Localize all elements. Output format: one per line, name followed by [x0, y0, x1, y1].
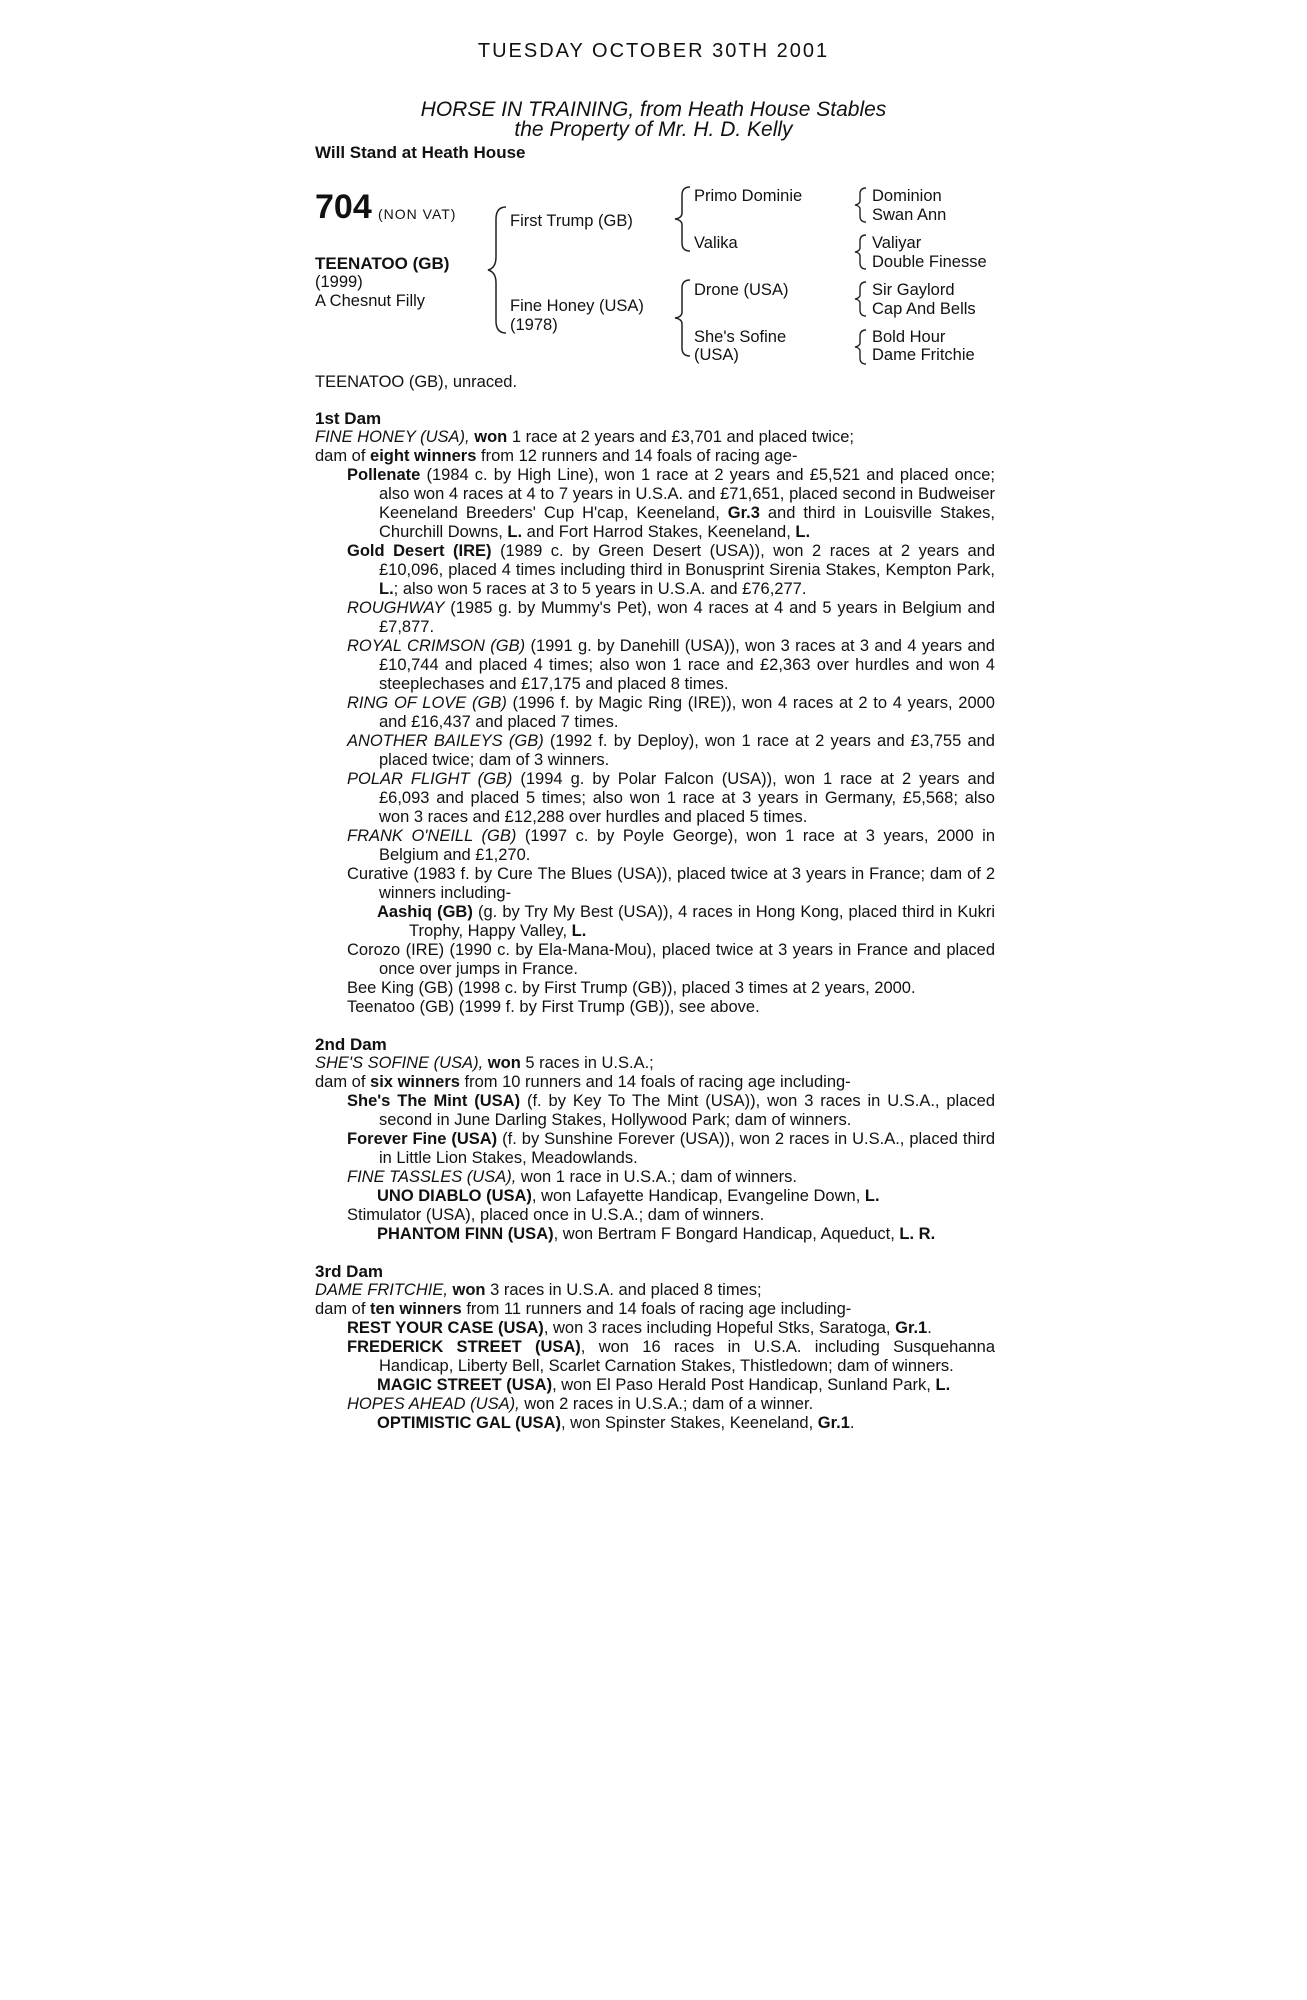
entry-horse-name: ANOTHER BAILEYS (GB) — [347, 732, 544, 750]
entry-horse-name: Gold Desert (IRE) — [347, 542, 492, 560]
pedigree-ssd: Swan Ann — [872, 206, 947, 224]
dam1-produce — [315, 447, 995, 466]
section-heading-3rd-dam: 3rd Dam — [315, 1262, 384, 1281]
entry-text: (1994 g. by Polar Falcon (USA)), won 1 race at 2 years and £6,093 and placed 5 times; also won 1 race at 3 years in Germany, £5,568; also won 3 races and £12,288 over hurdles and placed 5 times. — [379, 770, 995, 826]
foaling-year: (1999) — [315, 273, 363, 291]
section-gap — [315, 1017, 995, 1035]
pedigree-dds: Bold Hour — [872, 328, 946, 346]
entry-text: (1992 f. by Deploy), won 1 race at 2 years and £3,755 and placed twice; dam of 3 winners. — [379, 732, 995, 769]
entry-text: (f. by Sunshine Forever (USA)), won 2 races in U.S.A., placed third in Little Lion Stakes, Meadowlands. — [379, 1130, 996, 1167]
pedigree-dam: Fine Honey (USA) — [510, 297, 644, 315]
entry-horse-name: MAGIC STREET (USA) — [377, 1376, 553, 1394]
grade-badge: Gr.1 — [817, 1414, 850, 1432]
entry-horse-name: Forever Fine (USA) — [347, 1130, 498, 1148]
entry-text: and third in Louisville Stakes, Churchill Downs, — [379, 504, 996, 541]
entry-horse-name: Aashiq (GB) — [377, 903, 473, 921]
pedigree-brace-dam — [672, 278, 692, 358]
pedigree-sdd: Double Finesse — [872, 253, 987, 271]
entry-text: (1985 g. by Mummy's Pet), won 4 races at 4 and 5 years in Belgium and £7,877. — [379, 599, 995, 636]
pedigree-dsd: Cap And Bells — [872, 300, 976, 318]
sale-date: TUESDAY OCTOBER 30TH 2001 — [477, 40, 830, 62]
section-gap — [315, 1244, 995, 1262]
dam3-won: won — [452, 1281, 486, 1299]
entry-text: Curative (1983 f. by Cure The Blues (USA)), placed twice at 3 years in France; dam of 2 winners including- — [347, 865, 995, 902]
dam2-summary — [315, 1054, 995, 1073]
dam1-dam-of: dam of — [315, 447, 366, 465]
entry-text: (1989 c. by Green Desert (USA)), won 2 races at 2 years and £10,096, placed 4 times including third in Bonusprint Sirenia Stakes, Kempton Park, — [379, 542, 996, 579]
listed-badge: L. — [935, 1376, 951, 1394]
pedigree-dam-dam-line2: (USA) — [694, 346, 739, 364]
listed-badge: L. — [379, 580, 394, 598]
entry-horse-name: UNO DIABLO (USA) — [377, 1187, 532, 1205]
dam3-subentry — [315, 1376, 995, 1395]
pedigree-dam-sire: Drone (USA) — [694, 281, 789, 299]
entry-text: , won El Paso Herald Post Handicap, Sunland Park, — [552, 1376, 931, 1394]
grade-badge: Gr.1 — [895, 1319, 928, 1337]
produce-record — [315, 409, 995, 1433]
dam2-entry — [315, 1168, 995, 1187]
entry-horse-name: Pollenate — [347, 466, 421, 484]
entry-text: Stimulator (USA), placed once in U.S.A.; dam of winners. — [347, 1206, 765, 1224]
entry-text: (1996 f. by Magic Ring (IRE)), won 4 races at 2 to 4 years, 2000 and £16,437 and placed 7 times. — [379, 694, 995, 731]
pedigree-brace-sire — [672, 185, 692, 253]
entry-text: Corozo (IRE) (1990 c. by Ela-Mana-Mou), placed twice at 3 years in France and placed once over jumps in France. — [347, 941, 995, 978]
entry-text: , won Spinster Stakes, Keeneland, — [560, 1414, 814, 1432]
dam3-entry — [315, 1319, 995, 1338]
entry-text: , won Lafayette Handicap, Evangeline Down, — [531, 1187, 861, 1205]
horse-description: A Chesnut Filly — [315, 292, 426, 310]
dam1-entry — [315, 979, 995, 998]
dam1-entry — [315, 732, 995, 770]
entry-horse-name: FRANK O'NEILL (GB) — [347, 827, 517, 845]
dam2-entry — [315, 1130, 995, 1168]
entry-text: (1997 c. by Poyle George), won 1 race at 3 years, 2000 in Belgium and £1,270. — [379, 827, 995, 864]
dam1-entry — [315, 998, 995, 1017]
pedigree-dam-dam-line1: She's Sofine — [694, 328, 787, 346]
entry-horse-name: FINE TASSLES (USA), — [347, 1168, 517, 1186]
dam1-entry — [315, 941, 995, 979]
entry-text: and Fort Harrod Stakes, Keeneland, — [526, 523, 791, 541]
dam2-subentry — [315, 1225, 995, 1244]
dam1-rest: 1 race at 2 years and £3,701 and placed twice; — [511, 428, 854, 446]
pedigree-sds: Valiyar — [872, 234, 922, 252]
entry-text: Teenatoo (GB) (1999 f. by First Trump (GB)), see above. — [347, 998, 760, 1016]
entry-horse-name: ROUGHWAY — [347, 599, 445, 617]
dam3-produce — [315, 1300, 995, 1319]
vat-status: (NON VAT) — [378, 206, 457, 222]
dam3-summary — [315, 1281, 995, 1300]
dam2-winners: six winners — [370, 1073, 460, 1091]
dam1-subentry — [315, 903, 995, 941]
dam2-produce — [315, 1073, 995, 1092]
dam2-dam-of: dam of — [315, 1073, 366, 1091]
dam1-summary — [315, 428, 995, 447]
entry-horse-name: FREDERICK STREET (USA) — [347, 1338, 581, 1356]
dam2-rest: 5 races in U.S.A.; — [525, 1054, 654, 1072]
dam1-entry — [315, 599, 995, 637]
dam3-rest: 3 races in U.S.A. and placed 8 times; — [490, 1281, 762, 1299]
dam1-won: won — [474, 428, 508, 446]
entry-text: Bee King (GB) (1998 c. by First Trump (GB)), placed 3 times at 2 years, 2000. — [347, 979, 916, 997]
listed-badge: L. — [864, 1187, 880, 1205]
dam2-produce-rest: from 10 runners and 14 foals of racing age including- — [464, 1073, 851, 1091]
section-heading-1st-dam: 1st Dam — [315, 409, 382, 428]
entry-horse-name: She's The Mint (USA) — [347, 1092, 521, 1110]
dam1-entry — [315, 466, 995, 542]
entry-horse-name: HOPES AHEAD (USA), — [347, 1395, 520, 1413]
entry-text: (g. by Try My Best (USA)), 4 races in Hong Kong, placed third in Kukri Trophy, Happy Valley, — [409, 903, 995, 940]
dam1-entry — [315, 770, 995, 827]
entry-text: . — [849, 1414, 855, 1432]
entry-text: , won 16 races in U.S.A. including Susquehanna Handicap, Liberty Bell, Scarlet Carnation Stakes, Thistledown; dam of winners. — [379, 1338, 996, 1375]
listed-badge: L. — [795, 523, 811, 541]
vendor-heading-line1: HORSE IN TRAINING, from Heath House Stables — [420, 98, 887, 121]
entry-horse-name: PHANTOM FINN (USA) — [377, 1225, 554, 1243]
dam2-subentry — [315, 1187, 995, 1206]
vendor-heading-line2: the Property of Mr. H. D. Kelly — [514, 118, 793, 141]
pedigree-sire: First Trump (GB) — [510, 212, 633, 230]
pedigree-brace-sd — [852, 233, 868, 271]
will-stand-note: Will Stand at Heath House — [315, 143, 526, 162]
horse-name: TEENATOO (GB) — [315, 254, 450, 273]
race-record: TEENATOO (GB), unraced. — [315, 373, 518, 391]
pedigree-sire-sire: Primo Dominie — [694, 187, 803, 205]
entry-text: won 2 races in U.S.A.; dam of a winner. — [524, 1395, 814, 1413]
dam3-dam-of: dam of — [315, 1300, 366, 1318]
entry-text: won 1 race in U.S.A.; dam of winners. — [520, 1168, 797, 1186]
dam3-winners: ten winners — [370, 1300, 462, 1318]
entry-text: , won Bertram F Bongard Handicap, Aqueduct, — [553, 1225, 895, 1243]
dam1-entry — [315, 865, 995, 903]
pedigree-dam-year: (1978) — [510, 316, 558, 334]
dam1-name: FINE HONEY (USA), — [315, 428, 470, 446]
pedigree-dss: Sir Gaylord — [872, 281, 955, 299]
entry-horse-name: REST YOUR CASE (USA) — [347, 1319, 544, 1337]
dam3-entry — [315, 1395, 995, 1414]
dam1-entry — [315, 542, 995, 599]
dam1-entry — [315, 637, 995, 694]
dam2-entry — [315, 1092, 995, 1130]
dam2-name: SHE'S SOFINE (USA), — [315, 1054, 484, 1072]
pedigree-sire-dam: Valika — [694, 234, 738, 252]
entry-horse-name: OPTIMISTIC GAL (USA) — [377, 1414, 561, 1432]
entry-text: ; also won 5 races at 3 to 5 years in U.S.A. and £76,277. — [393, 580, 807, 598]
dam3-name: DAME FRITCHIE, — [315, 1281, 448, 1299]
entry-text: (f. by Key To The Mint (USA)), won 3 races in U.S.A., placed second in June Darling Stakes, Hollywood Park; dam of winners. — [379, 1092, 996, 1129]
pedigree-ddd: Dame Fritchie — [872, 346, 975, 364]
dam1-entry — [315, 827, 995, 865]
listed-badge: L. — [507, 523, 523, 541]
pedigree-brace-ss — [852, 186, 868, 224]
pedigree-brace-dd — [852, 328, 868, 366]
dam1-winners: eight winners — [370, 447, 477, 465]
dam2-entry — [315, 1206, 995, 1225]
section-heading-2nd-dam: 2nd Dam — [315, 1035, 387, 1054]
entry-horse-name: POLAR FLIGHT (GB) — [347, 770, 513, 788]
dam1-produce-rest: from 12 runners and 14 foals of racing age- — [481, 447, 798, 465]
entry-horse-name: RING OF LOVE (GB) — [347, 694, 507, 712]
entry-text: (1991 g. by Danehill (USA)), won 3 races at 3 and 4 years and £10,744 and placed 4 times; also won 1 race and £2,363 over hurdles and won 4 steeplechases and £17,175 and placed 8 times. — [379, 637, 995, 693]
pedigree-brace-ds — [852, 280, 868, 318]
entry-horse-name: ROYAL CRIMSON (GB) — [347, 637, 526, 655]
pedigree-sss: Dominion — [872, 187, 942, 205]
dam3-entry — [315, 1338, 995, 1376]
entry-text: (1984 c. by High Line), won 1 race at 2 years and £5,521 and placed once; also won 4 races at 4 to 7 years in U.S.A. and £71,651, placed second in Budweiser Keeneland Breeders' Cup H'cap, Keeneland, — [379, 466, 995, 522]
entry-text: . — [927, 1319, 932, 1337]
listed-badge: L. R. — [899, 1225, 936, 1243]
dam2-won: won — [487, 1054, 521, 1072]
dam3-produce-rest: from 11 runners and 14 foals of racing age including- — [466, 1300, 852, 1318]
grade-badge: Gr.3 — [727, 504, 760, 522]
dam1-entry — [315, 694, 995, 732]
pedigree-brace-main — [486, 205, 508, 335]
lot-number: 704 — [315, 188, 372, 226]
entry-text: , won 3 races including Hopeful Stks, Saratoga, — [543, 1319, 891, 1337]
listed-badge: L. — [571, 922, 587, 940]
dam3-subentry — [315, 1414, 995, 1433]
